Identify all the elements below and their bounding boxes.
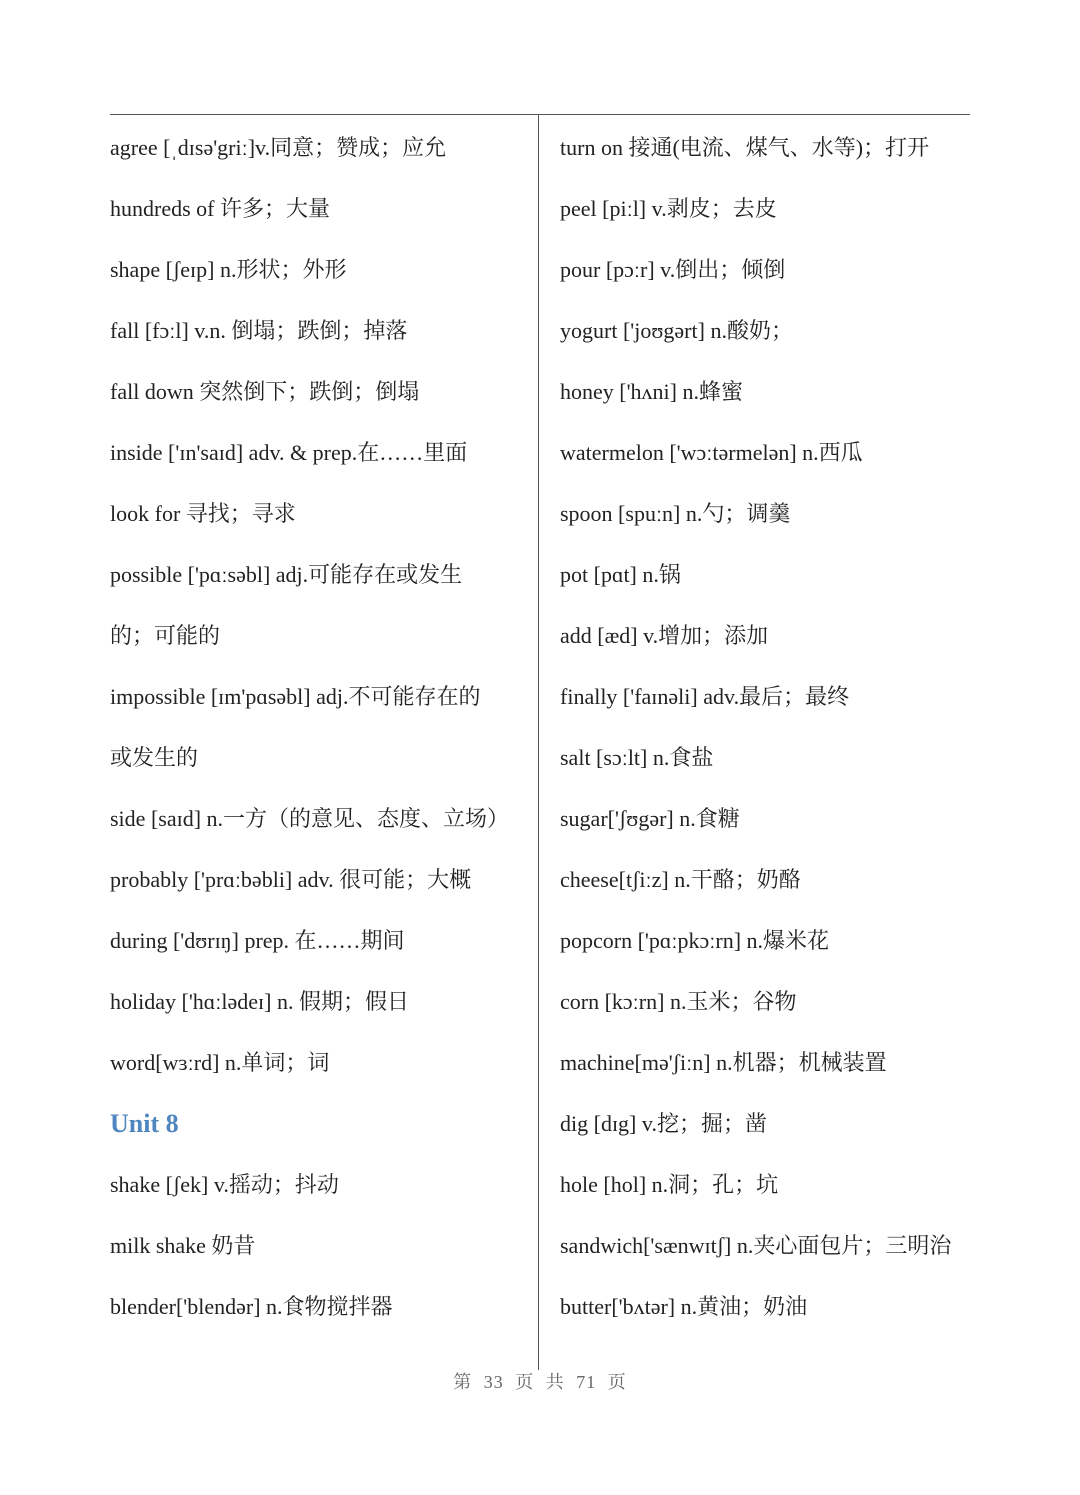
vocab-entry: corn [kɔːrn] n.玉米；谷物 — [560, 989, 797, 1014]
vocab-entry: look for 寻找；寻求 — [110, 501, 296, 526]
footer-di: 第 — [453, 1372, 473, 1392]
vocab-entry: butter['bʌtər] n.黄油；奶油 — [560, 1294, 808, 1319]
footer-page-number: 33 — [483, 1372, 504, 1392]
footer-total-pages: 71 — [576, 1372, 597, 1392]
vocab-entry: sandwich['sænwɪtʃ] n.夹心面包片；三明治 — [560, 1233, 952, 1258]
vocab-entry: 的；可能的 — [110, 623, 221, 648]
vocab-entry: yogurt ['joʊgərt] n.酸奶； — [560, 318, 793, 343]
vocab-entry: milk shake 奶昔 — [110, 1233, 256, 1258]
vocab-entry: word[wɜːrd] n.单词；词 — [110, 1050, 330, 1075]
vocab-entry: spoon [spuːn] n.勺；调羹 — [560, 501, 791, 526]
vocab-entry: possible ['pɑːsəbl] adj.可能存在或发生 — [110, 562, 463, 587]
page-footer — [0, 1368, 1080, 1394]
vocab-entry: shape [ʃeɪp] n.形状；外形 — [110, 257, 347, 282]
vocab-entry: finally ['faɪnəli] adv.最后；最终 — [560, 684, 850, 709]
vocab-entry: dig [dɪg] v.挖；掘；凿 — [560, 1111, 767, 1136]
vocab-entry: probably ['prɑːbəbli] adv. 很可能；大概 — [110, 867, 472, 892]
vocab-entry: agree [ˌdɪsə'griː]v.同意；赞成；应允 — [110, 135, 447, 160]
vocab-entry: shake [ʃek] v.摇动；抖动 — [110, 1172, 339, 1197]
vocab-entry: fall [fɔːl] v.n. 倒塌；跌倒；掉落 — [110, 318, 408, 343]
footer-ye: 页 — [515, 1372, 535, 1392]
vocab-entry: watermelon ['wɔːtərmelən] n.西瓜 — [560, 440, 863, 465]
vocab-entry: sugar['ʃʊgər] n.食糖 — [560, 806, 740, 831]
vocab-entry: pot [pɑt] n.锅 — [560, 562, 681, 587]
vocab-entry: hole [hol] n.洞；孔；坑 — [560, 1172, 779, 1197]
vocab-entry: fall down 突然倒下；跌倒；倒塌 — [110, 379, 420, 404]
vocab-entry: machine[mə'ʃiːn] n.机器；机械装置 — [560, 1050, 887, 1075]
left-column — [110, 117, 530, 1337]
top-rule — [110, 114, 970, 115]
vocab-entry: peel [piːl] v.剥皮；去皮 — [560, 196, 777, 221]
vocab-entry: cheese[tʃiːz] n.干酪；奶酪 — [560, 867, 801, 892]
vocab-entry: turn on 接通(电流、煤气、水等)；打开 — [560, 135, 930, 160]
vocab-entry: 或发生的 — [110, 745, 199, 770]
vocab-entry: inside ['ɪn'saɪd] adv. & prep.在……里面 — [110, 440, 468, 465]
vocab-entry: salt [sɔːlt] n.食盐 — [560, 745, 714, 770]
right-column — [560, 117, 975, 1337]
vocab-entry: add [æd] v.增加；添加 — [560, 623, 769, 648]
column-divider — [538, 114, 539, 1370]
footer-gong: 共 — [545, 1372, 565, 1392]
footer-ye-2: 页 — [607, 1372, 627, 1392]
vocab-entry: holiday ['hɑːlədeɪ] n. 假期；假日 — [110, 989, 409, 1014]
vocab-entry: during ['dʊrɪŋ] prep. 在……期间 — [110, 928, 405, 953]
unit-heading: Unit 8 — [110, 1109, 179, 1138]
vocab-entry: popcorn ['pɑːpkɔːrn] n.爆米花 — [560, 928, 830, 953]
vocab-entry: honey ['hʌni] n.蜂蜜 — [560, 379, 743, 404]
vocab-entry: side [saɪd] n.一方（的意见、态度、立场） — [110, 806, 510, 831]
vocab-entry: blender['blendər] n.食物搅拌器 — [110, 1294, 393, 1319]
vocab-entry: impossible [ɪm'pɑsəbl] adj.不可能存在的 — [110, 684, 481, 709]
vocab-entry: hundreds of 许多；大量 — [110, 196, 330, 221]
vocab-entry: pour [pɔːr] v.倒出；倾倒 — [560, 257, 786, 282]
